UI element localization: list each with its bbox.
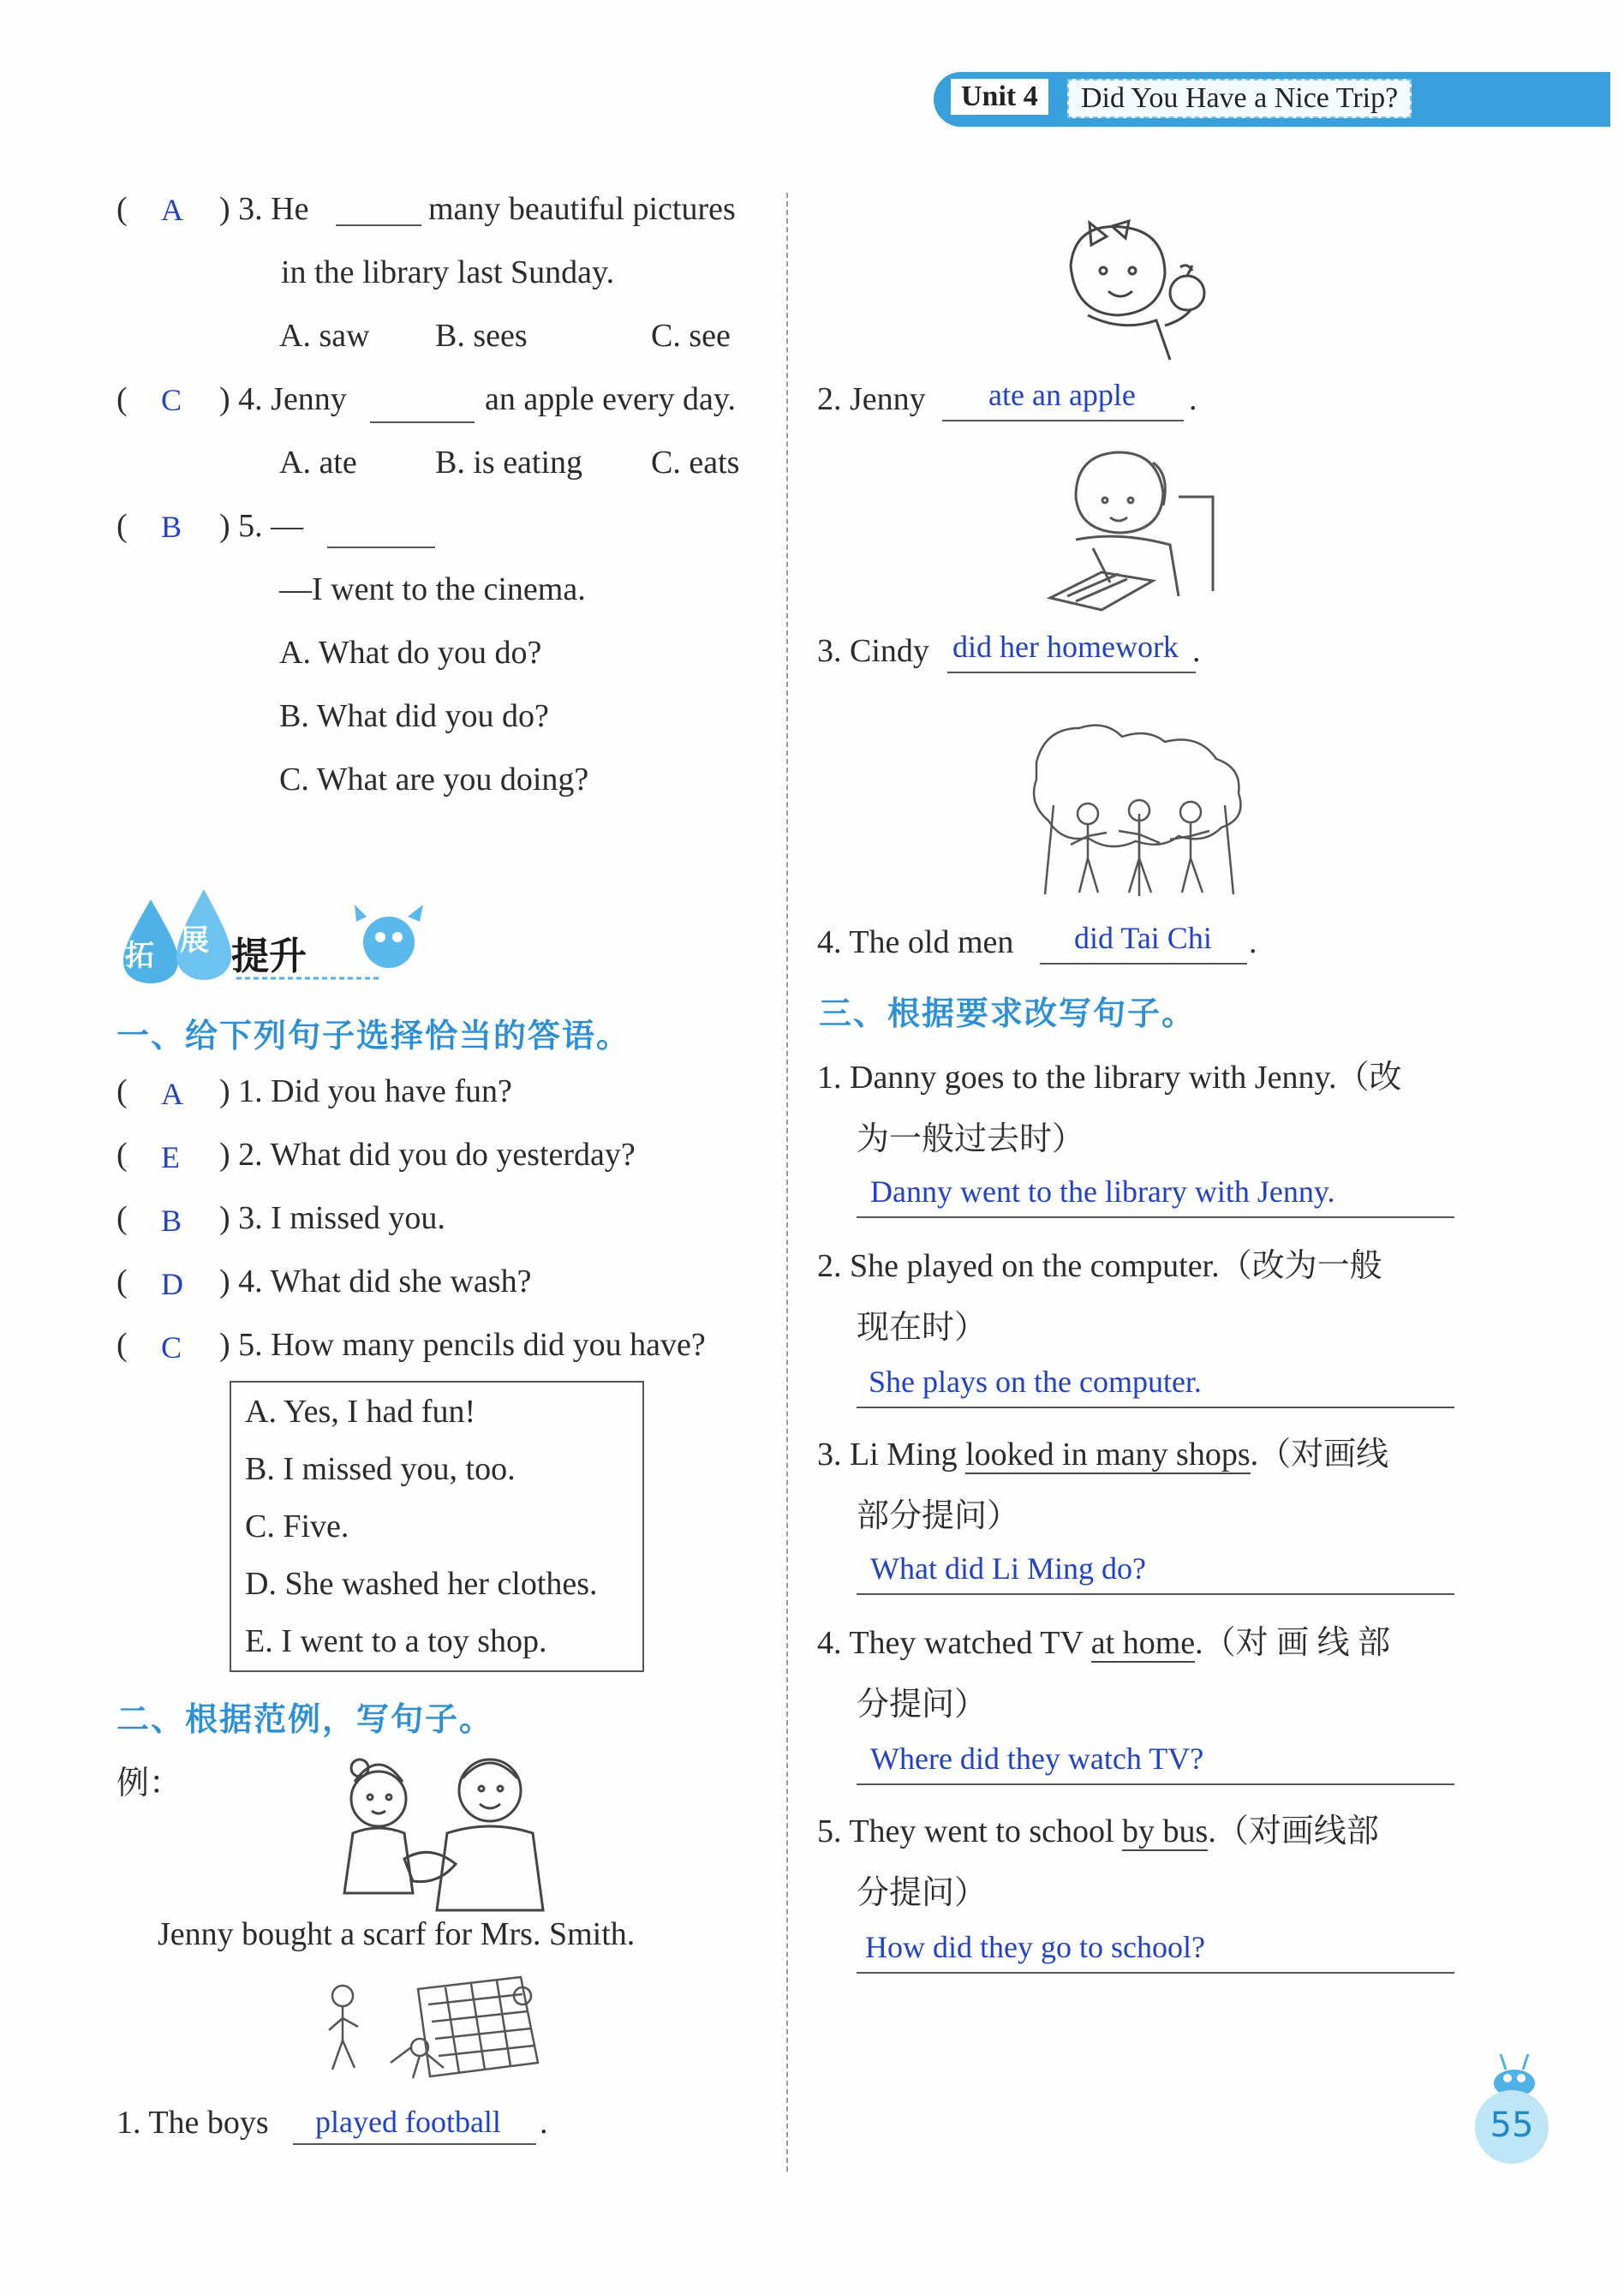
q5-option-c: C. What are you doing? [279,762,589,798]
s2-item4-line[interactable] [1040,963,1247,965]
q4-answer: C [161,383,182,417]
girl-homework-illustration [1042,445,1230,617]
s3-item3-line2: 部分提问） [857,1498,1020,1534]
s2-item3-line[interactable] [947,672,1196,673]
s3-item4-underlined: at home [1090,1625,1196,1661]
q4-option-a: A. ate [279,445,357,481]
section1-title: 一、给下列句子选择恰当的答语。 [116,1017,631,1054]
s3-item1-line2: 为一般过去时） [857,1121,1085,1157]
s1-item3-text: ) 3. I missed you. [219,1200,445,1236]
paren-open: ( [116,1137,128,1173]
s3-item5-answer: How did they go to school? [865,1930,1205,1964]
s3-item4-line1 [817,1616,1390,1663]
s1-option-c: C. Five. [245,1508,349,1544]
tuozhan-char-2: 展 [180,923,209,958]
page-number: 55 [1490,2106,1534,2145]
q5-option-b: B. What did you do? [279,698,549,734]
s2-item3-answer: did her homework [952,630,1179,664]
s3-item3-line[interactable] [857,1593,1454,1595]
s1-option-d: D. She washed her clothes. [245,1566,598,1602]
s3-item3-answer: What did Li Ming do? [870,1551,1146,1586]
paren-open: ( [116,1327,128,1363]
q3-rest: many beautiful pictures [428,191,736,227]
s2-item4-prefix: 4. The old men [817,924,1014,960]
q4-option-c: C. eats [651,445,740,481]
s3-item4-answer: Where did they watch TV? [870,1741,1204,1776]
paren-open: ( [116,1073,128,1109]
q4-option-b: B. is eating [435,445,583,481]
q3-option-c: C. see [651,318,731,354]
s3-item5-line2: 分提问） [857,1875,988,1911]
girl-apple-illustration [1036,214,1225,364]
q5-answer: B [161,510,182,544]
s1-item2-answer: E [161,1140,180,1174]
example-sentence: Jenny bought a scarf for Mrs. Smith. [158,1916,636,1952]
s3-item2-line2: 现在时） [857,1310,988,1346]
q3-stem: ) 3. He [219,191,309,227]
s2-item1-line[interactable] [293,2143,536,2145]
s1-item3-answer: B [161,1204,182,1238]
s3-item2-line1: 2. She played on the computer.（改为一般 [817,1248,1382,1284]
q3-option-b: B. sees [435,318,528,354]
s3-item3-pre: 3. Li Ming [817,1437,966,1473]
q3-line2: in the library last Sunday. [281,254,615,290]
s2-item2-answer: ate an apple [988,378,1136,412]
s2-item1-prefix: 1. The boys [116,2105,269,2141]
s2-item1-suffix: . [540,2105,548,2141]
s3-item5-line[interactable] [857,1972,1454,1974]
tuozhan-char-1: 拓 [125,939,154,973]
s3-item3-underlined: looked in many shops [965,1437,1251,1473]
example-label: 例： [116,1765,182,1801]
s2-item2-suffix: . [1189,381,1197,417]
s1-item2-text: ) 2. What did you do yesterday? [219,1137,636,1173]
paren-open: ( [116,1263,128,1299]
q5-blank[interactable] [327,547,435,548]
s3-item1-line1: 1. Danny goes to the library with Jenny.（改 [817,1060,1402,1096]
s3-item1-answer: Danny went to the library with Jenny. [870,1174,1335,1209]
q4-blank[interactable] [370,421,475,423]
paren-open: ( [116,381,128,417]
s1-item5-answer: C [161,1330,182,1365]
s1-item5-text: ) 5. How many pencils did you have? [219,1327,706,1363]
s3-item1-line[interactable] [857,1216,1454,1218]
s1-item4-answer: D [161,1267,183,1301]
s1-option-e: E. I went to a toy shop. [245,1623,547,1659]
s3-item4-line[interactable] [857,1783,1454,1785]
s3-item4-line2: 分提问） [857,1687,988,1723]
s2-item4-answer: did Tai Chi [1074,921,1212,955]
q4-rest: an apple every day. [485,381,736,417]
section3-title: 三、根据要求改写句子。 [819,995,1197,1032]
q5-line2: —I went to the cinema. [279,571,586,607]
q5-option-a: A. What do you do? [279,635,542,671]
paren-open: ( [116,508,128,544]
s3-item3-line1 [817,1427,1388,1474]
s3-item4-post: .（对 画 线 部 [1195,1625,1391,1661]
q5-stem: ) 5. — [219,508,304,544]
s2-item2-line[interactable] [942,420,1184,421]
s3-item3-post: .（对画线 [1250,1437,1389,1473]
q4-stem: ) 4. Jenny [219,381,347,417]
q3-answer: A [161,193,183,227]
s3-item5-post: .（对画线部 [1208,1813,1379,1849]
paren-open: ( [116,191,128,227]
s3-item5-underlined: by bus [1122,1813,1209,1849]
football-illustration [317,1970,548,2090]
q3-option-a: A. saw [279,318,370,354]
s2-item3-prefix: 3. Cindy [817,633,929,669]
tuozhan-label: 提升 [231,935,307,978]
unit-title: Did You Have a Nice Trip? [1067,79,1412,118]
column-divider [786,193,788,2172]
example-illustration [319,1747,558,1919]
s3-item2-answer: She plays on the computer. [869,1365,1202,1399]
s2-item1-answer: played football [315,2105,501,2139]
s3-item2-line[interactable] [857,1407,1454,1408]
s2-item2-prefix: 2. Jenny [817,381,926,417]
s2-item3-suffix: . [1192,633,1201,669]
paren-open: ( [116,1200,128,1236]
q3-blank[interactable] [336,224,421,226]
s1-item1-answer: A [161,1077,183,1111]
s3-item5-line1 [817,1804,1379,1851]
s1-option-b: B. I missed you, too. [245,1451,516,1487]
tai-chi-illustration [1019,711,1256,899]
s2-item4-suffix: . [1249,924,1257,960]
section2-title: 二、根据范例，写句子。 [116,1700,494,1738]
unit-label: Unit 4 [951,79,1048,115]
s1-item1-text: ) 1. Did you have fun? [219,1073,512,1109]
s3-item4-pre: 4. They watched TV [817,1625,1091,1661]
s1-item4-text: ) 4. What did she wash? [219,1263,532,1299]
s3-item5-pre: 5. They went to school [817,1813,1123,1849]
s1-option-a: A. Yes, I had fun! [245,1394,476,1430]
